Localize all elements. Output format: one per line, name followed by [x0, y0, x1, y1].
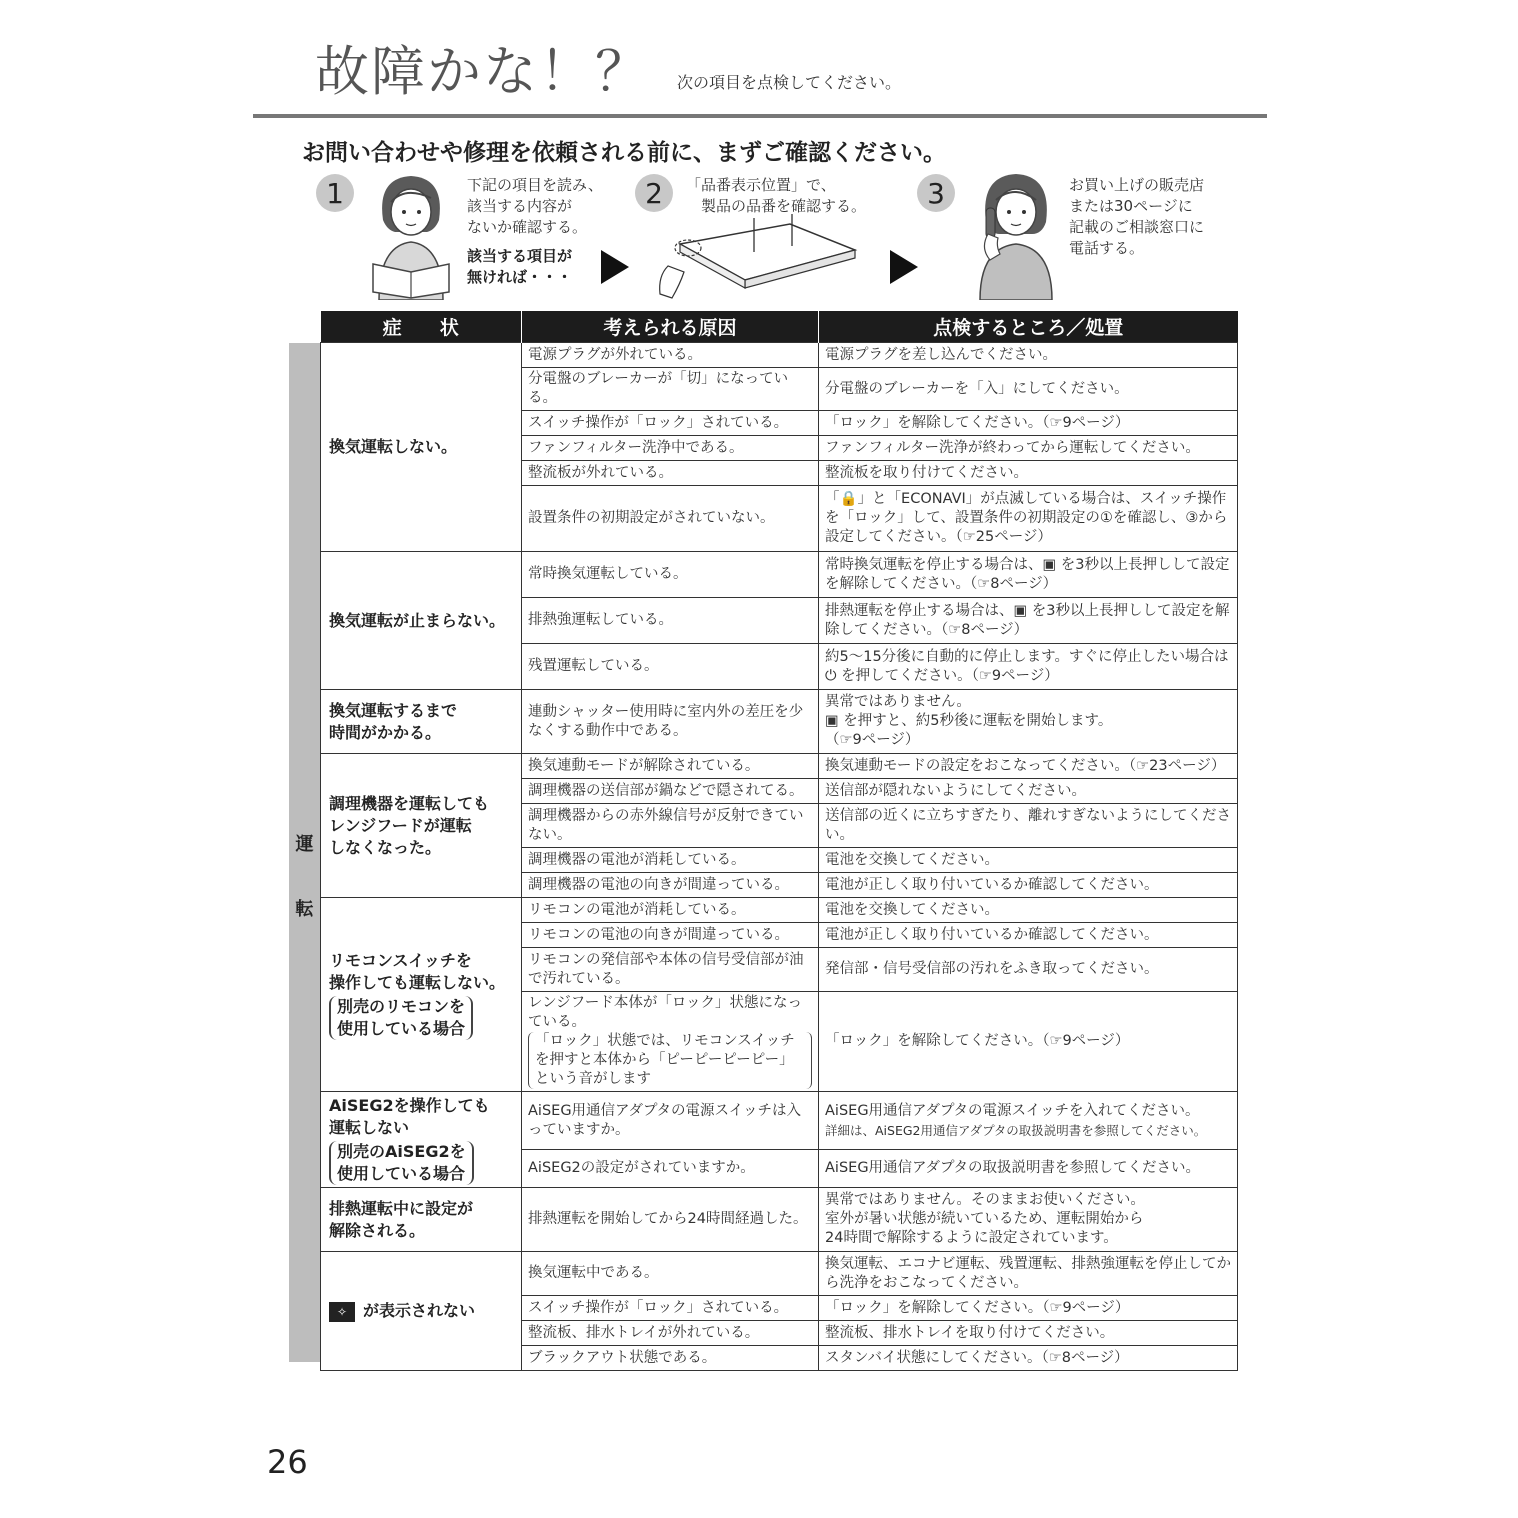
symptom-text: 換気運転が止まらない。	[329, 610, 506, 630]
page-number: 26	[267, 1443, 308, 1481]
page-title: 故障かな！？	[315, 40, 651, 103]
table-header-row	[321, 311, 1238, 343]
action-cell: 約5～15分後に自動的に停止します。すぐに停止したい場合は ⏻ を押してください。（☞9ページ）	[819, 644, 1238, 690]
symptom-text: AiSEG2を操作しても 運転しない	[329, 1095, 490, 1137]
cause-cell: 換気連動モードが解除されている。	[522, 754, 819, 779]
cause-cell: リモコンの電池が消耗している。	[522, 898, 819, 923]
table-row	[321, 1092, 1238, 1150]
cause-cell: 分電盤のブレーカーが「切」になっている。	[522, 368, 819, 411]
action-cell: 換気運転、エコナビ運転、残置運転、排熱強運転を停止してから洗浄をおこなってください。	[819, 1252, 1238, 1296]
cause-cell: 整流板、排水トレイが外れている。	[522, 1321, 819, 1346]
action-cell: 「🔒」と「ECONAVI」が点滅している場合は、スイッチ操作を「ロック」して、設置条件の初期設定の①を確認し、③から設定してください。（☞25ページ）	[819, 486, 1238, 552]
cause-cell: リモコンの電池の向きが間違っている。	[522, 923, 819, 948]
cause-text: レンジフード本体が「ロック」状態になっている。	[528, 995, 803, 1030]
title-divider	[253, 114, 1267, 118]
action-cell: 発信部・信号受信部の汚れをふき取ってください。	[819, 948, 1238, 992]
action-cell: 電源プラグを差し込んでください。	[819, 343, 1238, 368]
action-cell	[819, 1092, 1238, 1150]
cause-cell: 調理機器の送信部が鍋などで隠されてる。	[522, 779, 819, 804]
cause-cell: AiSEG2の設定がされていますか。	[522, 1150, 819, 1188]
symptom-cell	[321, 898, 522, 1092]
troubleshooting-table	[320, 311, 1238, 1371]
header-symptom: 症 状	[321, 311, 522, 343]
table-row	[321, 552, 1238, 598]
action-cell: 分電盤のブレーカーを「入」にしてください。	[819, 368, 1238, 411]
symptom-text: リモコンスイッチを 操作しても運転しない。	[329, 950, 506, 992]
cause-cell: 排熱運転を開始してから24時間経過した。	[522, 1188, 819, 1252]
action-text: AiSEG用通信アダプタの電源スイッチを入れてください。	[825, 1102, 1200, 1119]
person-reading-illustration	[365, 168, 457, 300]
cause-cell: AiSEG用通信アダプタの電源スイッチは入っていますか。	[522, 1092, 819, 1150]
cause-cell: 調理機器の電池が消耗している。	[522, 848, 819, 873]
cause-cell: ファンフィルター洗浄中である。	[522, 436, 819, 461]
table-row	[321, 343, 1238, 368]
cause-cell: 排熱強運転している。	[522, 598, 819, 644]
fan-filter-clean-icon: ✧	[329, 1302, 355, 1322]
symptom-note: 別売のリモコンを 使用している場合	[329, 996, 473, 1040]
cause-cell: 調理機器の電池の向きが間違っている。	[522, 873, 819, 898]
category-label-top: 運	[295, 834, 314, 855]
action-cell: AiSEG用通信アダプタの取扱説明書を参照してください。	[819, 1150, 1238, 1188]
table-row	[321, 754, 1238, 779]
symptom-cell	[321, 1092, 522, 1188]
range-hood-label-illustration	[650, 214, 860, 306]
cause-cell: 常時換気運転している。	[522, 552, 819, 598]
action-cell: 排熱運転を停止する場合は、▣ を3秒以上長押しして設定を解除してください。（☞8ページ）	[819, 598, 1238, 644]
cause-cell: リモコンの発信部や本体の信号受信部が油で汚れている。	[522, 948, 819, 992]
action-cell: 換気連動モードの設定をおこなってください。（☞23ページ）	[819, 754, 1238, 779]
arrow-right-icon	[601, 250, 629, 284]
cause-cell: 残置運転している。	[522, 644, 819, 690]
table-row	[321, 1188, 1238, 1252]
cause-cell: スイッチ操作が「ロック」されている。	[522, 411, 819, 436]
table-row	[321, 1252, 1238, 1296]
category-label-bottom: 転	[295, 899, 314, 920]
action-cell: 異常ではありません。 ▣ を押すと、約5秒後に運転を開始します。 （☞9ページ）	[819, 690, 1238, 754]
lead-text: お問い合わせや修理を依頼される前に、まずご確認ください。	[302, 140, 946, 166]
symptom-cell	[321, 343, 522, 552]
action-cell: 「ロック」を解除してください。（☞9ページ）	[819, 411, 1238, 436]
action-cell: 異常ではありません。そのままお使いください。 室外が暑い状態が続いているため、運転開始から 24時間で解除するように設定されています。	[819, 1188, 1238, 1252]
symptom-note: 別売のAiSEG2を 使用している場合	[329, 1141, 474, 1185]
step-1-condition: 該当する項目が 無ければ・・・	[467, 247, 573, 286]
action-cell: 送信部が隠れないようにしてください。	[819, 779, 1238, 804]
cause-cell: 電源プラグが外れている。	[522, 343, 819, 368]
symptom-cell: 換気運転するまで 時間がかかる。	[321, 690, 522, 754]
cause-cell: 換気運転中である。	[522, 1252, 819, 1296]
person-phone-illustration	[970, 168, 1062, 300]
cause-cell: 整流板が外れている。	[522, 461, 819, 486]
action-cell: 整流板、排水トレイを取り付けてください。	[819, 1321, 1238, 1346]
title-area	[315, 40, 902, 103]
symptom-cell: 排熱運転中に設定が 解除される。	[321, 1188, 522, 1252]
action-cell: 「ロック」を解除してください。（☞9ページ）	[819, 992, 1238, 1092]
action-cell: 電池を交換してください。	[819, 848, 1238, 873]
cause-cell: ブラックアウト状態である。	[522, 1346, 819, 1371]
action-cell: スタンバイ状態にしてください。（☞8ページ）	[819, 1346, 1238, 1371]
symptom-text: が表示されない	[363, 1301, 476, 1320]
step-2-number: 2	[635, 174, 673, 212]
step-3-text: お買い上げの販売店 または30ページに 記載のご相談窓口に 電話する。	[1069, 176, 1205, 257]
symptom-cell	[321, 552, 522, 690]
cause-cell: 設置条件の初期設定がされていない。	[522, 486, 819, 552]
action-cell: 電池が正しく取り付いているか確認してください。	[819, 923, 1238, 948]
cause-note: 「ロック」状態では、リモコンスイッチを押すと本体から「ピーピーピーピー」という音がします	[528, 1032, 812, 1089]
action-cell: ファンフィルター洗浄が終わってから運転してください。	[819, 436, 1238, 461]
step-1-number: 1	[316, 174, 354, 212]
cause-cell: 調理機器からの赤外線信号が反射できていない。	[522, 804, 819, 848]
symptom-text: 換気運転しない。	[329, 437, 458, 456]
step-1-text: 下記の項目を読み、 該当する内容が ないか確認する。	[467, 176, 603, 236]
table-row	[321, 690, 1238, 754]
page-subtitle: 次の項目を点検してください。	[677, 73, 902, 92]
action-cell: 電池が正しく取り付いているか確認してください。	[819, 873, 1238, 898]
arrow-right-icon	[890, 250, 918, 284]
action-cell: 「ロック」を解除してください。（☞9ページ）	[819, 1296, 1238, 1321]
action-cell: 整流板を取り付けてください。	[819, 461, 1238, 486]
step-3-number: 3	[917, 174, 955, 212]
header-cause: 考えられる原因	[522, 311, 819, 343]
action-cell: 電池を交換してください。	[819, 898, 1238, 923]
cause-cell: スイッチ操作が「ロック」されている。	[522, 1296, 819, 1321]
cause-cell	[522, 992, 819, 1092]
action-detail: 詳細は、AiSEG2用通信アダプタの取扱説明書を参照してください。	[825, 1122, 1207, 1138]
action-cell: 送信部の近くに立ちすぎたり、離れすぎないようにしてください。	[819, 804, 1238, 848]
header-action: 点検するところ／処置	[819, 311, 1238, 343]
symptom-cell: 調理機器を運転しても レンジフードが運転 しなくなった。	[321, 754, 522, 898]
table-row	[321, 898, 1238, 923]
action-cell: 常時換気運転を停止する場合は、▣ を3秒以上長押しして設定を解除してください。（☞8ページ）	[819, 552, 1238, 598]
step-2-text: 「品番表示位置」で、 製品の品番を確認する。	[686, 176, 867, 215]
symptom-cell	[321, 1252, 522, 1371]
cause-cell: 連動シャッター使用時に室内外の差圧を少なくする動作中である。	[522, 690, 819, 754]
